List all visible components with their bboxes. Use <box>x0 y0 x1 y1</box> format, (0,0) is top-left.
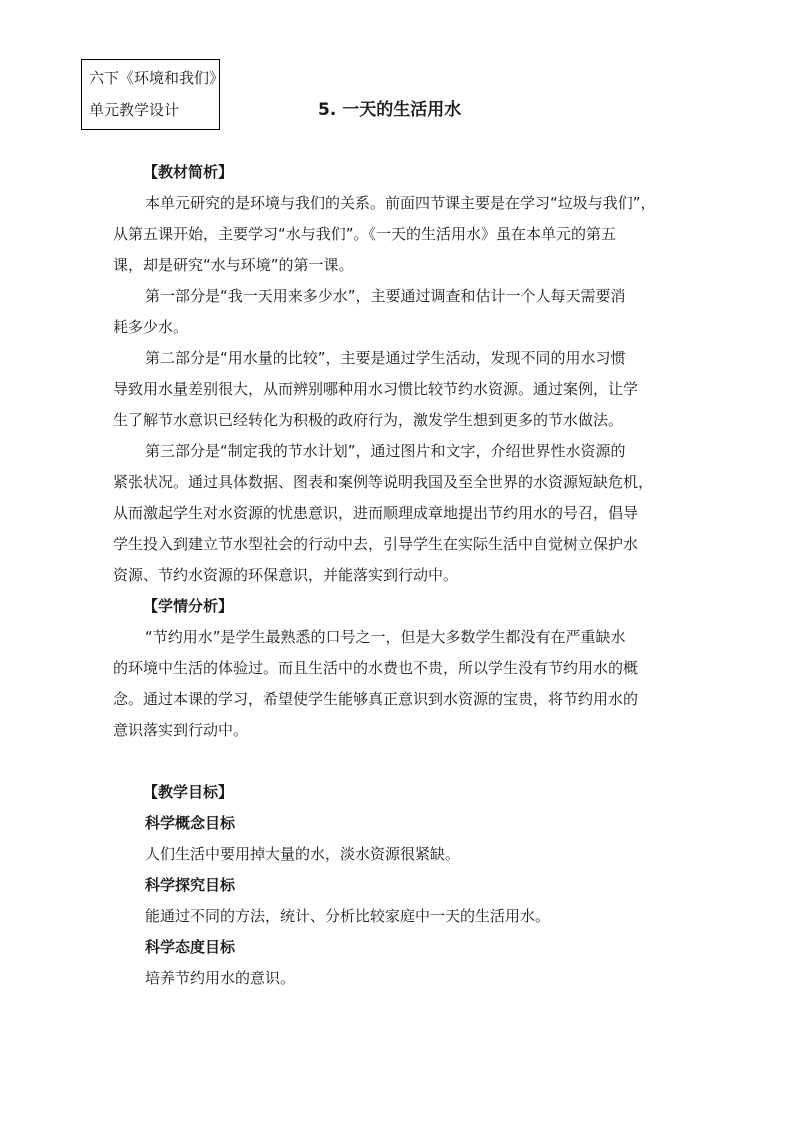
goal-attitude-title: 科学态度目标 <box>145 938 236 956</box>
textbook-paragraph-1 <box>113 188 688 281</box>
section-heading-students: 【学情分析】 <box>143 597 234 615</box>
text-line: 本单元研究的是环境与我们的关系。前面四节课主要是在学习“垃圾与我们”， <box>145 194 656 212</box>
unit-label-box <box>81 59 225 130</box>
section-heading-textbook: 【教材简析】 <box>143 163 234 181</box>
text-line: 的环境中生活的体验过。而且生活中的水费也不贵，所以学生没有节约用水的概 <box>113 659 639 677</box>
text-line: 导致用水量差别很大，从而辨别哪种用水习惯比较节约水资源。通过案例，让学 <box>113 380 639 398</box>
goal-concept-title: 科学概念目标 <box>145 814 236 832</box>
text-line: 第三部分是“制定我的节水计划”，通过图片和文字，介绍世界性水资源的 <box>145 442 626 460</box>
goal-concept-text: 人们生活中要用掉大量的水，淡水资源很紧缺。 <box>145 845 461 863</box>
students-paragraph <box>113 622 688 746</box>
goal-attitude-text: 培养节约用水的意识。 <box>145 969 296 987</box>
unit-label-line1: 六下《环境和我们》 <box>89 69 225 87</box>
document-body <box>113 157 688 994</box>
text-line: 从而激起学生对水资源的忧患意识，进而顺理成章地提出节约用水的号召，倡导 <box>113 504 639 522</box>
text-line: 从第五课开始，主要学习“水与我们”。《一天的生活用水》虽在本单元的第五 <box>113 225 617 243</box>
text-line: 第一部分是“我一天用来多少水”，主要通过调查和估计一个人每天需要消 <box>145 287 626 305</box>
section-heading-goals: 【教学目标】 <box>143 783 234 801</box>
textbook-paragraph-2 <box>113 281 688 343</box>
text-line: 第二部分是“用水量的比较”，主要是通过学生活动，发现不同的用水习惯 <box>145 349 626 367</box>
unit-label-line2: 单元教学设计 <box>89 101 180 119</box>
text-line: 生了解节水意识已经转化为积极的政府行为，激发学生想到更多的节水做法。 <box>113 411 624 429</box>
text-line: 紧张状况。通过具体数据、图表和案例等说明我国及至全世界的水资源短缺危机， <box>113 473 654 491</box>
text-line: 课，却是研究“水与环境”的第一课。 <box>113 256 354 274</box>
text-line: 资源、节约水资源的环保意识，并能落实到行动中。 <box>113 566 459 584</box>
text-line: 念。通过本课的学习，希望使学生能够真正意识到水资源的宝贵，将节约用水的 <box>113 690 639 708</box>
goal-inquiry-text: 能通过不同的方法，统计、分析比较家庭中一天的生活用水。 <box>145 907 551 925</box>
text-line: “节约用水”是学生最熟悉的口号之一，但是大多数学生都没有在严重缺水 <box>145 628 626 646</box>
lesson-title: 5. 一天的生活用水 <box>318 100 462 120</box>
blank-line <box>113 746 688 777</box>
text-line: 学生投入到建立节水型社会的行动中去，引导学生在实际生活中自觉树立保护水 <box>113 535 639 553</box>
text-line: 意识落实到行动中。 <box>113 721 249 739</box>
goal-inquiry-title: 科学探究目标 <box>145 876 236 894</box>
textbook-paragraph-3 <box>113 343 688 436</box>
textbook-paragraph-4 <box>113 436 688 591</box>
text-line: 耗多少水。 <box>113 318 189 336</box>
